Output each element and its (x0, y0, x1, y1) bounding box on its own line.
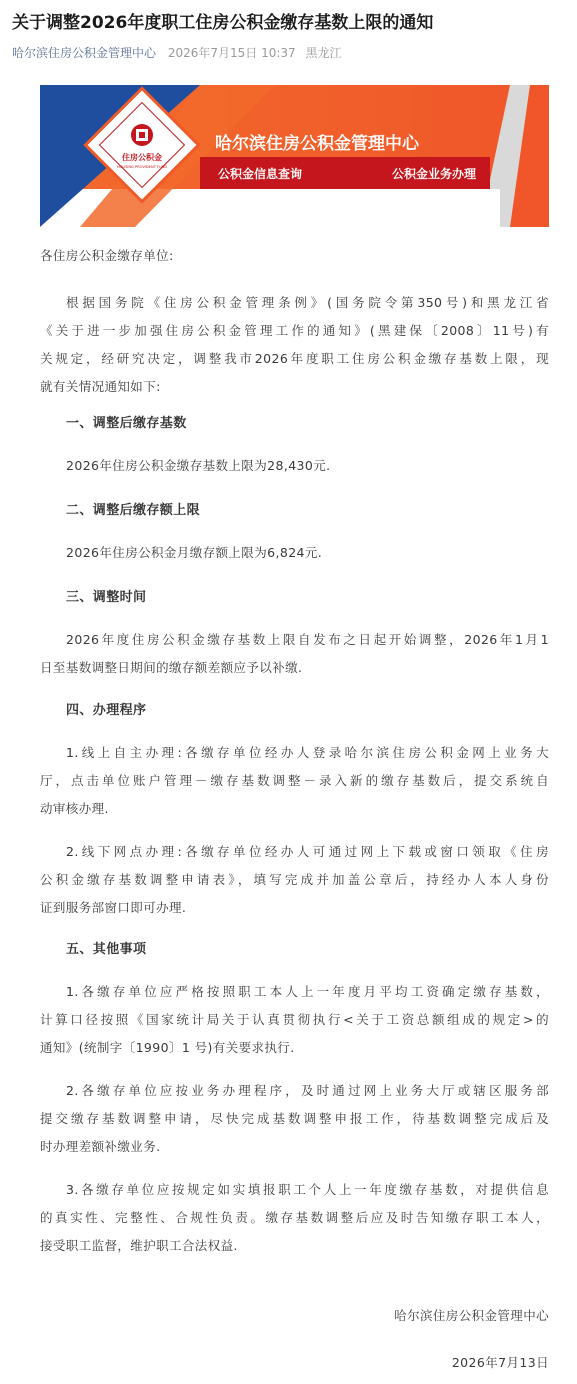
section-3-title: 三、调整时间 (66, 590, 147, 605)
section-4-item-2-line-2: 公积金缴存基数调整申请表》，填写完成并加盖公章后，持经办人本人身份 (40, 872, 549, 887)
section-5-item-3-line-3: 接受职工监督，维护职工合法权益. (40, 1238, 238, 1253)
intro-line-2: 《关于进一步加强住房公积金管理工作的通知》(黑建保〔2008〕11号)有 (40, 323, 549, 338)
section-5-item-2-line-2: 提交缴存基数调整申请，尽快完成基数调整申报工作，待基数调整完成后及 (40, 1111, 549, 1126)
logo-text-en: HOUSING PROVIDENT FUND (116, 165, 168, 169)
section-5-item-1-line-3: 通知》(统制字〔1990〕1 号)有关要求执行. (40, 1040, 295, 1055)
section-4-item-2-line-3: 证到服务部窗口即可办理. (40, 900, 187, 915)
banner-image (40, 85, 549, 227)
banner-tab-business: 公积金业务办理 (392, 167, 477, 181)
section-4-item-1-line-2: 厅，点击单位账户管理－缴存基数调整－录入新的缴存基数后，提交系统自 (40, 773, 549, 788)
section-3-line-2: 日至基数调整日期间的缴存额差额应予以补缴. (40, 660, 303, 675)
article-meta (12, 44, 342, 62)
section-5-item-1-line-2: 计算口径按照《国家统计局关于认真贯彻执行<关于工资总额组成的规定>的 (40, 1012, 549, 1027)
logo-text-cn: 住房公积金 (122, 153, 162, 162)
intro-line-1: 根据国务院《住房公积金管理条例》(国务院令第350号)和黑龙江省 (66, 295, 549, 310)
section-4-item-2-line-1: 2.线下网点办理:各缴存单位经办人可通过网上下载或窗口领取《住房 (66, 844, 549, 859)
section-1-title: 一、调整后缴存基数 (66, 416, 187, 431)
section-5-item-2-line-1: 2.各缴存单位应按业务办理程序，及时通过网上业务大厅或辖区服务部 (66, 1083, 549, 1098)
signature-org: 哈尔滨住房公积金管理中心 (394, 1308, 549, 1323)
account-name-link[interactable]: 哈尔滨住房公积金管理中心 (12, 46, 157, 60)
section-4-item-1-line-3: 动审核办理. (40, 801, 109, 816)
section-5-item-3-line-2: 的真实性、完整性、合规性负责。缴存基数调整后应及时告知缴存职工本人， (40, 1210, 549, 1225)
article-title: 关于调整2026年度职工住房公积金缴存基数上限的通知 (12, 13, 434, 33)
section-5-title: 五、其他事项 (66, 942, 147, 957)
intro-line-4: 就有关情况通知如下: (40, 379, 161, 394)
section-4-item-1-line-1: 1.线上自主办理:各缴存单位经办人登录哈尔滨住房公积金网上业务大 (66, 745, 549, 760)
signature-date: 2026年7月13日 (451, 1355, 549, 1370)
publish-datetime: 2026年7月15日 10:37 (167, 46, 296, 60)
banner-tab-query: 公积金信息查询 (218, 167, 303, 181)
section-4-title: 四、办理程序 (66, 703, 147, 718)
section-2-title: 二、调整后缴存额上限 (66, 503, 201, 518)
section-3-line-1: 2026年度住房公积金缴存基数上限自发布之日起开始调整，2026年1月1 (66, 632, 549, 647)
section-5-item-2-line-3: 时办理差额补缴业务. (40, 1139, 161, 1154)
section-5-item-3-line-1: 3.各缴存单位应按规定如实填报职工个人上一年度缴存基数，对提供信息 (66, 1182, 549, 1197)
section-1-text: 2026年住房公积金缴存基数上限为28,430元. (66, 458, 331, 473)
section-2-text: 2026年住房公积金月缴存额上限为6,824元. (66, 545, 323, 560)
intro-line-3: 关规定，经研究决定，调整我市2026年度职工住房公积金缴存基数上限，现 (40, 351, 549, 366)
salutation: 各住房公积金缴存单位: (40, 248, 174, 263)
banner-org-name: 哈尔滨住房公积金管理中心 (215, 134, 419, 154)
section-5-item-1-line-1: 1.各缴存单位应严格按照职工本人上一年度月平均工资确定缴存基数， (66, 984, 549, 999)
publish-region: 黑龙江 (305, 46, 342, 60)
